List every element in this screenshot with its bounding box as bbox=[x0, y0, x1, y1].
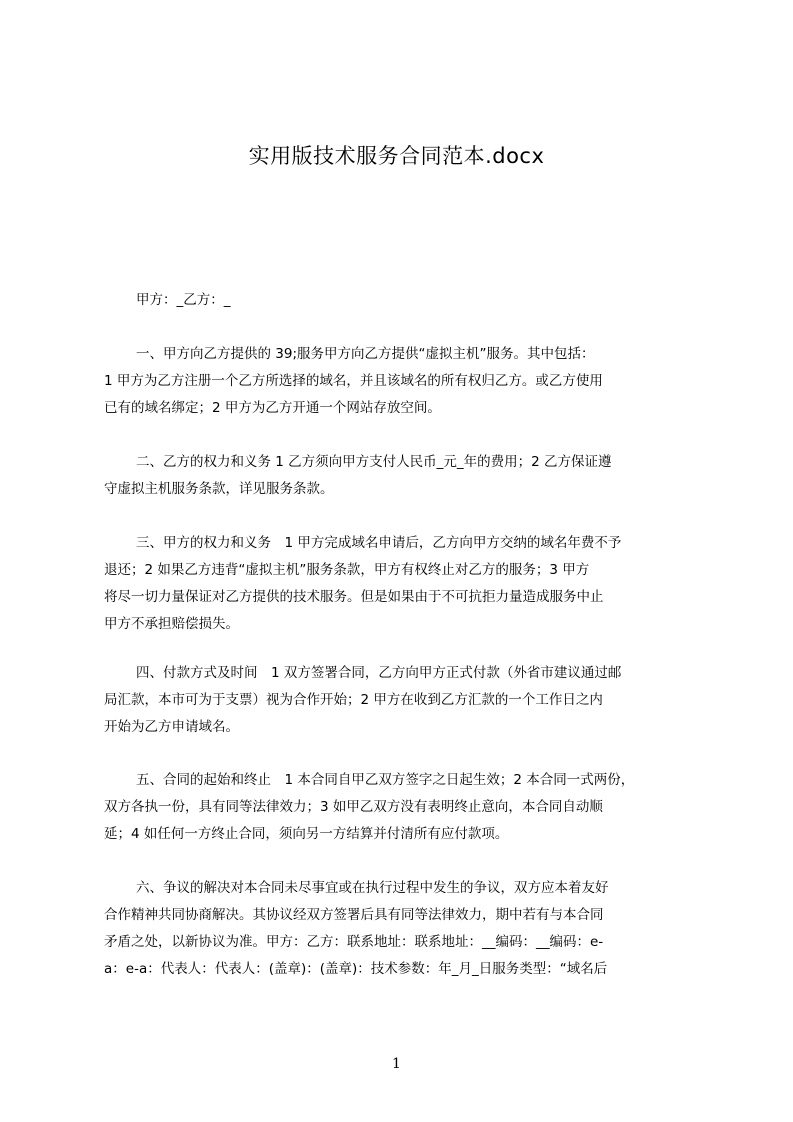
paragraph-line: 甲方不承担赔偿损失。 bbox=[104, 616, 239, 632]
paragraph-line: 开始为乙方申请域名。 bbox=[104, 719, 239, 735]
paragraph-line: 退还；2 如果乙方违背“虚拟主机”服务条款，甲方有权终止对乙方的服务；3 甲方 bbox=[104, 562, 590, 578]
section-3-paragraph bbox=[104, 530, 698, 638]
paragraph-line: 双方各执一份，具有同等法律效力；3 如甲乙双方没有表明终止意向，本合同自动顺 bbox=[104, 799, 603, 815]
section-2-paragraph bbox=[104, 449, 698, 503]
paragraph-line: 四、付款方式及时间 1 双方签署合同，乙方向甲方正式付款（外省市建议通过邮 bbox=[136, 665, 622, 681]
paragraph-line: 已有的域名绑定；2 甲方为乙方开通一个网站存放空间。 bbox=[104, 400, 441, 416]
paragraph-line: 一、甲方向乙方提供的 39;服务甲方向乙方提供“虚拟主机”服务。其中包括： bbox=[136, 346, 595, 362]
paragraph-line: 五、合同的起始和终止 1 本合同自甲乙双方签字之日起生效；2 本合同一式两份， bbox=[136, 772, 635, 788]
page-number: 1 bbox=[392, 1056, 401, 1072]
paragraph-line: 甲方：_乙方：_ bbox=[136, 292, 231, 308]
paragraph-line: 将尽一切力量保证对乙方提供的技术服务。但是如果由于不可抗拒力量造成服务中止 bbox=[104, 589, 604, 605]
paragraph-line: 延；4 如任何一方终止合同，须向另一方结算并付清所有应付款项。 bbox=[104, 826, 509, 842]
section-1-paragraph bbox=[104, 341, 698, 422]
paragraph-line: 1 甲方为乙方注册一个乙方所选择的域名，并且该域名的所有权归乙方。或乙方使用 bbox=[104, 373, 603, 389]
parties-paragraph bbox=[104, 287, 698, 314]
section-4-paragraph bbox=[104, 660, 698, 741]
document-title: 实用版技术服务合同范本.docx bbox=[248, 144, 545, 168]
paragraph-line: 二、乙方的权力和义务 1 乙方须向甲方支付人民币_元_年的费用；2 乙方保证遵 bbox=[136, 454, 612, 470]
paragraph-line: 矛盾之处，以新协议为准。甲方：乙方：联系地址：联系地址：__编码：__编码：e- bbox=[104, 934, 604, 950]
paragraph-line: 三、甲方的权力和义务 1 甲方完成域名申请后，乙方向甲方交纳的域名年费不予 bbox=[136, 535, 622, 551]
paragraph-line: 六、争议的解决对本合同未尽事宜或在执行过程中发生的争议，双方应本着友好 bbox=[136, 880, 609, 896]
section-6-paragraph bbox=[104, 875, 698, 983]
paragraph-line: 守虚拟主机服务条款，详见服务条款。 bbox=[104, 481, 334, 497]
section-5-paragraph bbox=[104, 767, 698, 848]
paragraph-line: 合作精神共同协商解决。其协议经双方签署后具有同等法律效力，期中若有与本合同 bbox=[104, 907, 604, 923]
paragraph-line: 局汇款，本市可为于支票）视为合作开始；2 甲方在收到乙方汇款的一个工作日之内 bbox=[104, 692, 603, 708]
paragraph-line: a：e-a：代表人：代表人：(盖章)：(盖章)：技术参数：年_月_日服务类型：“域名后 bbox=[104, 961, 608, 977]
